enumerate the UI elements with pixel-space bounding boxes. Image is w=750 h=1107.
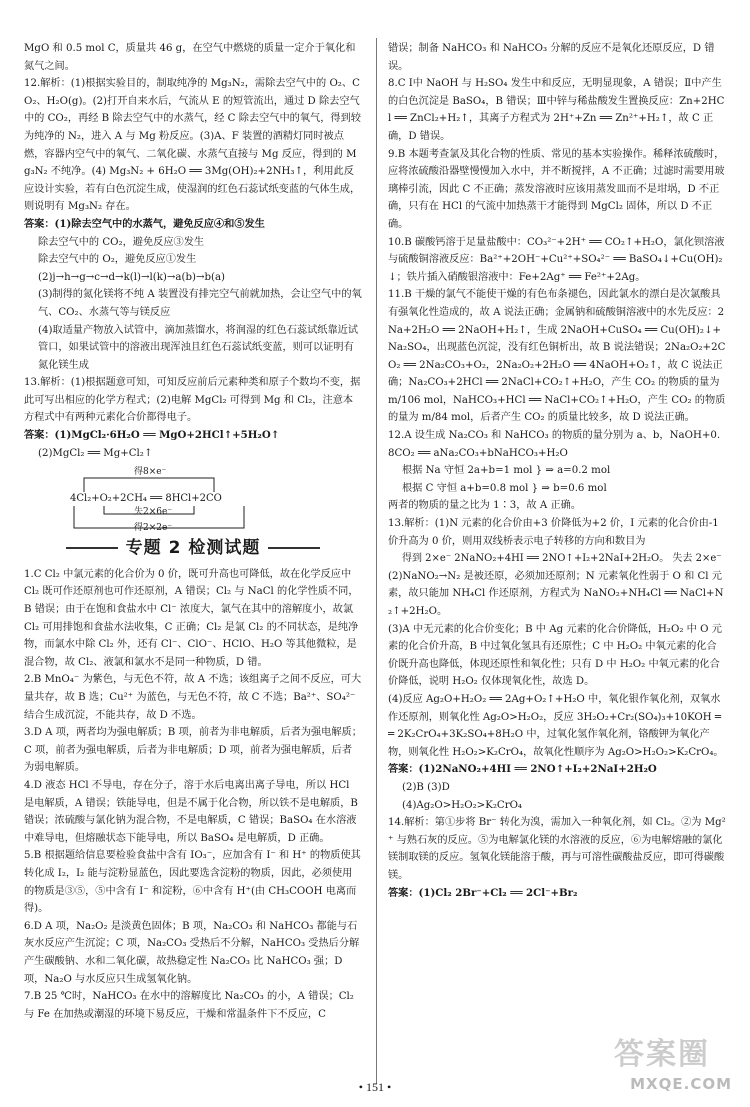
paragraph: 1.C Cl₂ 中氯元素的化合价为 0 价，既可升高也可降低，故在化学反应中 Cl₂ 既可作还原剂也可作还原剂，A 错误；Cl₂ 与 NaCl 的化学性质不同，B 错误；由于在饱和食盐水中 Cl⁻ 浓度大，氯气在其中的溶解度小，故氯 Cl₂ 可用排饱和食盐水法收集，C 正确；Cl₂ 是氯 Cl₂ 的不同状态，是纯净物，而氯水中除 Cl₂ 外，还有 Cl⁻、ClO⁻、HClO、H₂O 等其他微粒，是混合物，故 Cl₂、液氯和氯水不是同一种物质，D 错。 <box>24 568 359 668</box>
answer-line: 答案：(1)2NaNO₂+4HI ══ 2NO↑+I₂+2NaI+2H₂O <box>388 763 657 776</box>
paragraph: 13.解析：(1)N 元素的化合价由+3 价降低为+2 价，I 元素的化合价由-1 价升高为 0 价，则用双线桥表示电子转移的方向和数目为 <box>388 518 719 547</box>
paragraph: 4.D 液态 HCl 不导电，存在分子，溶于水后电离出离子导电，所以 HCl 是电解质，A 错误；铁能导电，但是不属于化合物，所以铁不是电解质，B 错误；浓硫酸与氯化钠为混合物，不是电解质，C 错误；BaSO₄ 在水溶液中难导电，但熔融状态下能导电，所以 BaSO₄ 是电解质，D 正确。 <box>24 779 358 844</box>
answer-line: (2)j→h→g→c→d→k(l)→l(k)→a(b)→b(a) <box>38 271 226 283</box>
paragraph: (2)NaNO₂→N₂ 是被还原，必须加还原剂；N 元素氧化性弱于 O 和 Cl 元素，故只能加 NH₄Cl 作还原剂，方程式为 NaNO₂+NH₄Cl ══ NaCl+N₂↑+2H₂O。 <box>388 570 724 617</box>
watermark-url: MXQE.COM <box>630 1075 732 1093</box>
answer-line: 答案：(1)MgCl₂·6H₂O ══ MgO+2HCl↑+5H₂O↑ <box>24 429 280 442</box>
watermark-logo-text: 答案圈 <box>614 1037 710 1072</box>
paragraph: 5.B 根据题给信息要检验食盐中含有 IO₃⁻，应加含有 I⁻ 和 H⁺ 的物质使其转化成 I₂，I₂ 能与淀粉显蓝色，因此要选含淀粉的物质，因此，必须使用的物质是③⑤，⑤中含有 I⁻ 和淀粉，⑥中含有 H⁺(由 CH₃COOH 电离而得)。 <box>24 850 361 915</box>
electron-transfer-diagram <box>64 464 362 534</box>
answer-line: (2)MgCl₂ ══ Mg+Cl₂↑ <box>38 447 153 459</box>
paragraph: 6.D A 项，Na₂O₂ 是淡黄色固体；B 项，Na₂CO₃ 和 NaHCO₃ 都能与石灰水反应产生沉淀；C 项，Na₂CO₃ 受热后不分解，NaHCO₃ 受热后分解产生碳酸钠、水和二氧化碳，故热稳定性 Na₂CO₃ 比 NaHCO₃ 强；D 项，Na₂O 与水反应只生成氢氧化钠。 <box>24 920 360 985</box>
paragraph: (3)A 中无元素的化合价变化；B 中 Ag 元素的化合价降低，H₂O₂ 中 O 元素的化合价升高，B 中过氧化氢具有还原性；C 中 H₂O₂ 中氧元素的化合价既升高也降低，体现还原性和氧化性；只有 D 中 H₂O₂ 中氧元素的化合价降低，说明 H₂O₂ 仅体现氧化性，故选 D。 <box>388 623 722 688</box>
gain-label: 得2×2e⁻ <box>134 523 173 534</box>
paragraph: MgO 和 0.5 mol C，质量共 46 g，在空气中燃烧的质量一定介于氧化和氮气之间。 <box>24 43 356 72</box>
paragraph: 根据 Na 守恒 2a+b=1 mol } ⇒ a=0.2 mol <box>402 465 611 477</box>
paragraph: 得到 2×e⁻ 2NaNO₂+4HI ══ 2NO↑+I₂+2NaI+2H₂O。 失去 2×e⁻ <box>402 553 722 565</box>
paragraph: (4)反应 Ag₂O+H₂O₂ ══ 2Ag+O₂↑+H₂O 中，氧化银作氧化剂，双氧水作还原剂，则氧化性 Ag₂O>H₂O₂，反应 3H₂O₂+Cr₂(SO₄)₃+10KOH ══ 2K₂CrO₄+3K₂SO₄+8H₂O 中，过氧化氢作氧化剂，铬酸钾为氧化产物，则氧化性 H₂O₂>K₂CrO₄，故氧化性顺序为 Ag₂O>H₂O₂>K₂CrO₄。 <box>388 693 724 758</box>
gain-label: 得8×e⁻ <box>134 467 167 478</box>
paragraph: 11.B 干燥的氯气不能使干燥的有色布条褪色，因此氯水的漂白是次氯酸具有强氧化性造成的，故 A 说法正确；金属钠和硫酸铜溶液中的水先反应：2Na+2H₂O ══ 2NaOH+H₂↑，生成 2NaOH+CuSO₄ ══ Cu(OH)₂↓+Na₂SO₄，出现蓝色沉淀，没有红色铜析出，故 B 说法错误；2Na₂O₂+2CO₂ ══ 2Na₂CO₃+O₂，2Na₂O₂+2H₂O ══ 4NaOH+O₂↑，故 C 说法正确；Na₂CO₃+2HCl ══ 2NaCl+CO₂↑+H₂O，产生 CO₂ 的物质的量为 m/106 mol，NaHCO₃+HCl ══ NaCl+CO₂↑+H₂O，产生 CO₂ 的物质的量为 m/84 mol，后者产生 CO₂ 的质量比较多，故 D 说法正确。 <box>388 289 726 424</box>
right-column <box>388 40 726 1080</box>
paragraph: 13.解析：(1)根据题意可知，可知反应前后元素种类和原子个数均不变，据此可写出相应的化学方程式；(2)电解 MgCl₂ 可得到 Mg 和 Cl₂，注意本方程式中有两种元素化合价都得电子。 <box>24 377 361 424</box>
answer-line: (2)B (3)D <box>402 781 450 793</box>
page-number: • 151 • <box>358 1080 392 1094</box>
paragraph: 14.解析：第①步将 Br⁻ 转化为溴，需加入一种氧化剂，如 Cl₂。②为 Mg²⁺ 与熟石灰的反应。⑤为电解氯化镁的水溶液的反应，⑥为电解熔融的氯化镁制取镁的反应。氢氧化镁能溶于酸，再与可溶性碳酸盐反应，即可得碳酸镁。 <box>388 817 726 881</box>
answer-line: (3)制得的氮化镁将不纯 A 装置没有排完空气前就加热，会让空气中的氧气、CO₂、水蒸气等与镁反应 <box>38 289 362 318</box>
reaction-equation: 4Cl₂+O₂+2CH₄ ══ 8HCl+2CO <box>70 493 222 505</box>
answer-line: 除去空气中的 CO₂，避免反应③发生 <box>38 236 205 248</box>
answer-line: 答案：(1)Cl₂ 2Br⁻+Cl₂ ══ 2Cl⁻+Br₂ <box>388 886 578 899</box>
paragraph: 9.B 本题考查氯及其化合物的性质、常见的基本实验操作。稀释浓硫酸时，应将浓硫酸沿器壁慢慢加入水中，并不断搅拌，A 不正确；过滤时需要用玻璃棒引流，因此 C 不正确；蒸发溶液时应该用蒸发皿而不是坩埚，D 不正确，只有在 HCl 的气流中加热蒸干才能得到 MgCl₂ 固体，所以 D 不正确。 <box>388 148 725 230</box>
left-column <box>24 40 362 1080</box>
section-title: 专题 2 检测试题 <box>24 540 362 558</box>
answer-line: 答案：(1)除去空气中的水蒸气，避免反应④和⑤发生 <box>24 217 265 230</box>
paragraph: 10.B 碳酸钙溶于足量盐酸中：CO₃²⁻+2H⁺ ══ CO₂↑+H₂O，氯化钡溶液与硫酸铜溶液反应：Ba²⁺+2OH⁻+Cu²⁺+SO₄²⁻ ══ BaSO₄↓+Cu(OH)₂↓；铁片插入硝酸银溶液中：Fe+2Ag⁺ ══ Fe²⁺+2Ag。 <box>388 236 725 283</box>
answer-line: 除去空气中的 O₂，避免反应①发生 <box>38 254 197 266</box>
paragraph: 12.解析：(1)根据实验目的，制取纯净的 Mg₃N₂，需除去空气中的 O₂、CO₂、H₂O(g)。(2)打开自来水后，气流从 E 的短管流出，通过 D 除去空气中的 CO₂，再经 B 除去空气中的水蒸气，经 C 除去空气中的氧气，得到较为纯净的 N₂，进入 A 与 Mg 粉反应。(3)A、F 装置的酒精灯同时被点燃，容器内空气中的氧气、二氧化碳、水蒸气直接与 Mg 反应，得到的 Mg₃N₂ 不纯净。(4) Mg₃N₂ + 6H₂O ══ 3Mg(OH)₂+2NH₃↑，利用此反应设计实验，若有白色沉淀生成，使湿润的红色石蕊试纸变蓝的气体生成，则说明有 Mg₃N₂ 存在。 <box>24 78 361 213</box>
paragraph: 8.C Ⅰ中 NaOH 与 H₂SO₄ 发生中和反应，无明显现象，A 错误；Ⅱ中产生的白色沉淀是 BaSO₄，B 错误；Ⅲ中锌与稀盐酸发生置换反应：Zn+2HCl ══ ZnCl₂+H₂↑，其离子方程式为 2H⁺+Zn ══ Zn²⁺+H₂↑，故 C 正确，D 错误。 <box>388 78 725 142</box>
paragraph: 12.A 设生成 Na₂CO₃ 和 NaHCO₃ 的物质的量分别为 a、b，NaOH+0.8CO₂ ══ aNa₂CO₃+bNaHCO₃+H₂O <box>388 430 721 459</box>
answer-line: (4)取适量产物放入试管中，滴加蒸馏水，将润湿的红色石蕊试纸靠近试管口，如果试管中的溶液出现浑浊且红色石蕊试纸变蓝，则可以证明有氮化镁生成 <box>38 324 359 371</box>
paragraph: 7.B 25 ℃时，NaHCO₃ 在水中的溶解度比 Na₂CO₃ 的小，A 错误；Cl₂ 与 Fe 在加热或潮湿的环境下易反应，干燥和常温条件下不反应，C <box>24 991 354 1020</box>
column-divider <box>376 38 377 1084</box>
answer-line: (4)Ag₂O>H₂O₂>K₂CrO₄ <box>402 799 523 811</box>
paragraph: 3.D A 项，两者均为强电解质；B 项，前者为非电解质，后者为强电解质；C 项，前者为强电解质，后者为非电解质；D 项，前者为强电解质，后者为弱电解质。 <box>24 727 362 774</box>
loss-label: 失2×6e⁻ <box>134 507 173 518</box>
paragraph: 错误；制备 NaHCO₃ 和 NaHCO₃ 分解的反应不是氧化还原反应，D 错误。 <box>388 43 715 72</box>
paragraph: 2.B MnO₄⁻ 为紫色，与无色不符，故 A 不选；该组离子之间不反应，可大量共存，故 B 选；Cu²⁺ 为蓝色，与无色不符，故 C 不选；Ba²⁺、SO₄²⁻ 结合生成沉淀，不能共存，故 D 不选。 <box>24 674 362 721</box>
paragraph: 两者的物质的量之比为 1∶3，故 A 正确。 <box>388 500 582 512</box>
paragraph: 根据 C 守恒 a+b=0.8 mol } ⇒ b=0.6 mol <box>402 482 607 494</box>
page-number-value: 151 <box>366 1080 384 1094</box>
